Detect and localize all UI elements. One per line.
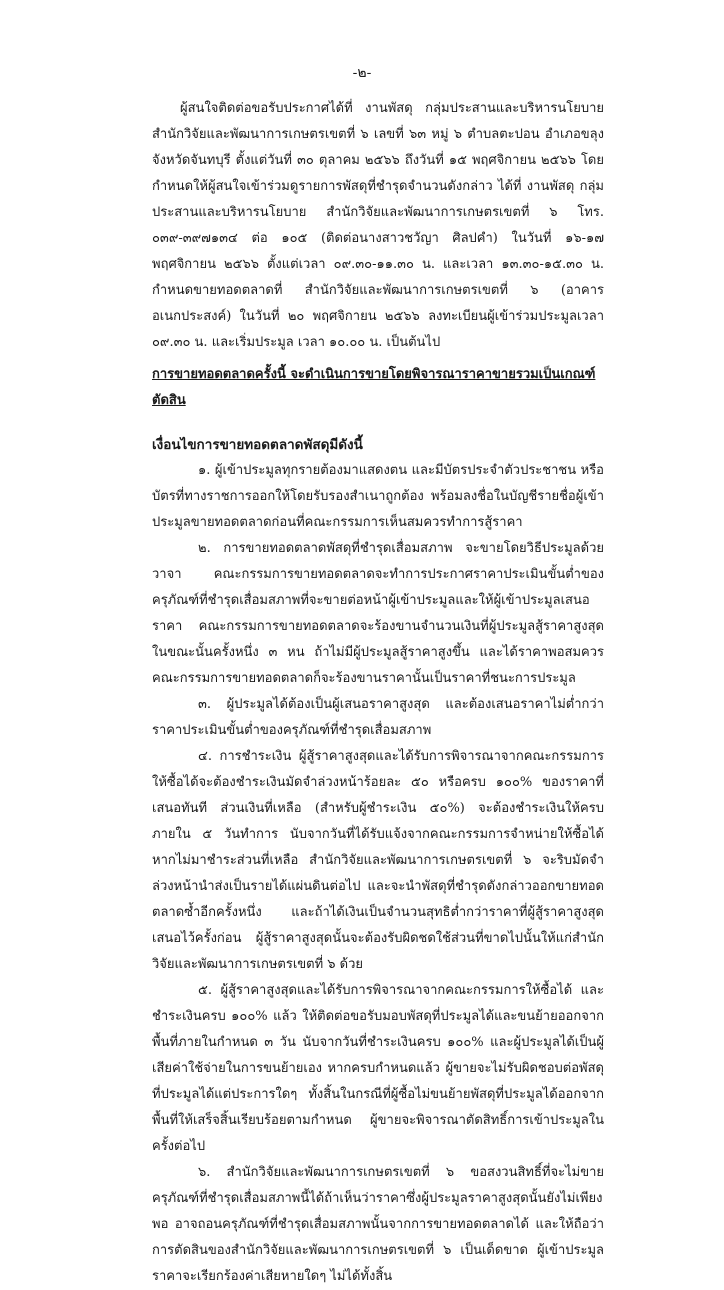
method-statement: การขายทอดตลาดครั้งนี้ จะดำเนินการขายโดยพิจารณาราคาขายรวมเป็นเกณฑ์ตัดสิน bbox=[152, 367, 596, 408]
condition-item: ๔. การชำระเงิน ผู้สู้ราคาสูงสุดและได้รับการพิจารณาจากคณะกรรมการให้ซื้อได้จะต้องชำระเงินมัดจำล่วงหน้าร้อยละ ๕๐ หรือครบ ๑๐๐% ของราคาที่เสนอทันที ส่วนเงินที่เหลือ (สำหรับผู้ชำระเงิน ๕๐%) จะต้องชำระเงินให้ครบภายใน ๕ วันทำการ นับจากวันที่ได้รับแจ้งจากคณะกรรมการจำหน่ายให้ซื้อได้ หากไม่มาชำระส่วนที่เหลือ สำนักวิจัยและพัฒนาการเกษตรเขตที่ ๖ จะริบมัดจำล่วงหน้านำส่งเป็นรายได้แผ่นดินต่อไป และจะนำพัสดุที่ชำรุดดังกล่าวออกขายทอดตลาดซ้ำอีกครั้งหนึ่ง และถ้าได้เงินเป็นจำนวนสุทธิต่ำกว่าราคาที่ผู้สู้ราคาสูงสุดเสนอไว้ครั้งก่อน ผู้สู้ราคาสูงสุดนั้นจะต้องรับผิดชดใช้ส่วนที่ขาดไปนั้นให้แก่สำนักวิจัยและพัฒนาการเกษตรเขตที่ ๖ ด้วย bbox=[152, 749, 604, 972]
condition-item: ๖. สำนักวิจัยและพัฒนาการเกษตรเขตที่ ๖ ขอสงวนสิทธิ์ที่จะไม่ขายครุภัณฑ์ที่ชำรุดเสื่อมสภาพนี้ได้ถ้าเห็นว่าราคาซึ่งผู้ประมูลราคาสูงสุดนั้นยังไม่เพียงพอ อาจถอนครุภัณฑ์ที่ชำรุดเสื่อมสภาพนั้นจากการขายทอดตลาดได้ และให้ถือว่าการตัดสินของสำนักวิจัยและพัฒนาการเกษตรเขตที่ ๖ เป็นเด็ดขาด ผู้เข้าประมูลราคาจะเรียกร้องค่าเสียหายใดๆ ไม่ได้ทั้งสิ้น bbox=[152, 1165, 604, 1284]
condition-item: ๒. การขายทอดตลาดพัสดุที่ชำรุดเสื่อมสภาพ จะขายโดยวิธีประมูลด้วยวาจา คณะกรรมการขายทอดตลาดจะทำการประกาศราคาประเมินขั้นต่ำของครุภัณฑ์ที่ชำรุดเสื่อมสภาพที่จะขายต่อหน้าผู้เข้าประมูลและให้ผู้เข้าประมูลเสนอราคา คณะกรรมการขายทอดตลาดจะร้องขานจำนวนเงินที่ผู้ประมูลสู้ราคาสูงสุดในขณะนั้นครั้งหนึ่ง ๓ หน ถ้าไม่มีผู้ประมูลสู้ราคาสูงขึ้น และได้ราคาพอสมควร คณะกรรมการขายทอดตลาดก็จะร้องขานราคานั้นเป็นราคาที่ชนะการประมูล bbox=[152, 541, 604, 686]
page-number: -๒- bbox=[352, 65, 372, 81]
condition-item: ๓. ผู้ประมูลได้ต้องเป็นผู้เสนอราคาสูงสุด และต้องเสนอราคาไม่ต่ำกว่าราคาประเมินขั้นต่ำของครุภัณฑ์ที่ชำรุดเสื่อมสภาพ bbox=[152, 697, 604, 738]
condition-item: ๕. ผู้สู้ราคาสูงสุดและได้รับการพิจารณาจากคณะกรรมการให้ซื้อได้ และชำระเงินครบ ๑๐๐% แล้ว ให้ติดต่อขอรับมอบพัสดุที่ประมูลได้และขนย้ายออกจากพื้นที่ภายในกำหนด ๓ วัน นับจากวันที่ชำระเงินครบ ๑๐๐% และผู้ประมูลได้เป็นผู้เสียค่าใช้จ่ายในการขนย้ายเอง หากครบกำหนดแล้ว ผู้ขายจะไม่รับผิดชอบต่อพัสดุที่ประมูลได้แต่ประการใดๆ ทั้งสิ้นในกรณีที่ผู้ซื้อไม่ขนย้ายพัสดุที่ประมูลได้ออกจากพื้นที่ให้เสร็จสิ้นเรียบร้อยตามกำหนด ผู้ขายจะพิจารณาตัดสิทธิ์การเข้าประมูลในครั้งต่อไป bbox=[152, 983, 604, 1154]
intro-paragraph: ผู้สนใจติดต่อขอรับประกาศได้ที่ งานพัสดุ กลุ่มประสานและบริหารนโยบาย สำนักวิจัยและพัฒนาการเกษตรเขตที่ ๖ เลขที่ ๖๓ หมู่ ๖ ตำบลตะปอน อำเภอขลุง จังหวัดจันทบุรี ตั้งแต่วันที่ ๓๐ ตุลาคม ๒๕๖๖ ถึงวันที่ ๑๕ พฤศจิกายน ๒๕๖๖ โดยกำหนดให้ผู้สนใจเข้าร่วมดูรายการพัสดุที่ชำรุดจำนวนดังกล่าว ได้ที่ งานพัสดุ กลุ่มประสานและบริหารนโยบาย สำนักวิจัยและพัฒนาการเกษตรเขตที่ ๖ โทร. ๐๓๙-๓๙๗๑๓๔ ต่อ ๑๐๕ (ติดต่อนางสาวชวัญา ศิลปคำ) ในวันที่ ๑๖-๑๗ พฤศจิกายน ๒๕๖๖ ตั้งแต่เวลา ๐๙.๓๐-๑๑.๓๐ น. และเวลา ๑๓.๓๐-๑๕.๓๐ น. กำหนดขายทอดตลาดที่ สำนักวิจัยและพัฒนาการเกษตรเขตที่ ๖ (อาคารอเนกประสงค์) ในวันที่ ๒๐ พฤศจิกายน ๒๕๖๖ ลงทะเบียนผู้เข้าร่วมประมูลเวลา ๐๙.๓๐ น. และเริ่มประมูล เวลา ๑๐.๐๐ น. เป็นต้นไป bbox=[152, 101, 604, 350]
condition-item: ๑. ผู้เข้าประมูลทุกรายต้องมาแสดงตน และมีบัตรประจำตัวประชาชน หรือบัตรที่ทางราชการออกให้โดยรับรองสำเนาถูกต้อง พร้อมลงชื่อในบัญชีรายชื่อผู้เข้าประมูลขายทอดตลาดก่อนที่คณะกรรมการเห็นสมควรทำการสู้ราคา bbox=[152, 463, 604, 530]
document-body bbox=[152, 96, 604, 1290]
conditions-heading: เงื่อนไขการขายทอดตลาดพัสดุมีดังนี้ bbox=[152, 437, 363, 453]
